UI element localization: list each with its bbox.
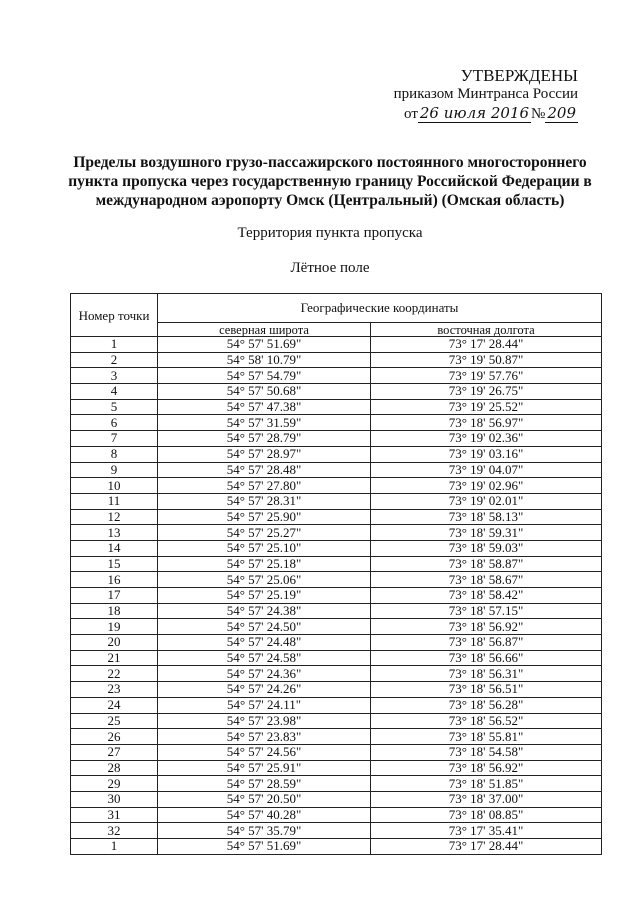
latitude-cell: 54° 57' 54.79" bbox=[158, 368, 371, 384]
header-point-number: Номер точки bbox=[71, 294, 158, 337]
territory-subtitle: Территория пункта пропуска bbox=[237, 225, 423, 241]
table-row bbox=[71, 791, 602, 807]
longitude-cell: 73° 19' 25.52" bbox=[371, 399, 602, 415]
latitude-cell: 54° 57' 28.97" bbox=[158, 446, 371, 462]
point-number-cell: 30 bbox=[71, 791, 158, 807]
latitude-cell: 54° 57' 47.38" bbox=[158, 399, 371, 415]
latitude-cell: 54° 57' 51.69" bbox=[158, 337, 371, 353]
latitude-cell: 54° 57' 25.90" bbox=[158, 509, 371, 525]
longitude-cell: 73° 17' 28.44" bbox=[371, 337, 602, 353]
table-row bbox=[71, 462, 602, 478]
latitude-cell: 54° 57' 40.28" bbox=[158, 807, 371, 823]
table-row bbox=[71, 478, 602, 494]
point-number-cell: 23 bbox=[71, 682, 158, 698]
coordinates-table-body bbox=[71, 337, 602, 855]
table-row bbox=[71, 619, 602, 635]
longitude-cell: 73° 18' 56.31" bbox=[371, 666, 602, 682]
point-number-cell: 25 bbox=[71, 713, 158, 729]
point-number-cell: 22 bbox=[71, 666, 158, 682]
longitude-cell: 73° 18' 56.87" bbox=[371, 635, 602, 651]
table-row bbox=[71, 823, 602, 839]
approval-block bbox=[394, 66, 578, 124]
latitude-cell: 54° 57' 24.36" bbox=[158, 666, 371, 682]
latitude-cell: 54° 57' 25.06" bbox=[158, 572, 371, 588]
longitude-cell: 73° 18' 56.52" bbox=[371, 713, 602, 729]
approval-date-line bbox=[394, 104, 578, 124]
table-row bbox=[71, 556, 602, 572]
point-number-cell: 19 bbox=[71, 619, 158, 635]
point-number-cell: 10 bbox=[71, 478, 158, 494]
table-row bbox=[71, 352, 602, 368]
point-number-cell: 16 bbox=[71, 572, 158, 588]
point-number-cell: 11 bbox=[71, 493, 158, 509]
approval-order: приказом Минтранса России bbox=[393, 86, 578, 102]
approval-date-prefix: от bbox=[404, 106, 418, 122]
point-number-cell: 17 bbox=[71, 588, 158, 604]
table-row bbox=[71, 431, 602, 447]
table-row bbox=[71, 493, 602, 509]
table-row bbox=[71, 525, 602, 541]
longitude-cell: 73° 18' 56.92" bbox=[371, 760, 602, 776]
point-number-cell: 14 bbox=[71, 540, 158, 556]
longitude-cell: 73° 18' 57.15" bbox=[371, 603, 602, 619]
approval-date: 26 июля 2016 bbox=[419, 104, 530, 122]
point-number-cell: 29 bbox=[71, 776, 158, 792]
longitude-cell: 73° 18' 56.51" bbox=[371, 682, 602, 698]
table-row bbox=[71, 839, 602, 855]
coordinates-table bbox=[70, 293, 602, 855]
latitude-cell: 54° 57' 25.27" bbox=[158, 525, 371, 541]
table-row bbox=[71, 540, 602, 556]
longitude-cell: 73° 18' 59.03" bbox=[371, 540, 602, 556]
longitude-cell: 73° 18' 59.31" bbox=[371, 525, 602, 541]
longitude-cell: 73° 17' 35.41" bbox=[371, 823, 602, 839]
latitude-cell: 54° 57' 25.18" bbox=[158, 556, 371, 572]
latitude-cell: 54° 57' 25.19" bbox=[158, 588, 371, 604]
latitude-cell: 54° 57' 24.50" bbox=[158, 619, 371, 635]
table-row bbox=[71, 635, 602, 651]
table-row bbox=[71, 807, 602, 823]
point-number-cell: 8 bbox=[71, 446, 158, 462]
point-number-cell: 3 bbox=[71, 368, 158, 384]
latitude-cell: 54° 57' 24.38" bbox=[158, 603, 371, 619]
latitude-cell: 54° 57' 28.79" bbox=[158, 431, 371, 447]
longitude-cell: 73° 18' 56.97" bbox=[371, 415, 602, 431]
header-geo-coordinates: Географические координаты bbox=[158, 294, 602, 323]
point-number-cell: 5 bbox=[71, 399, 158, 415]
section-title: Лётное поле bbox=[290, 260, 370, 276]
latitude-cell: 54° 57' 28.59" bbox=[158, 776, 371, 792]
table-row bbox=[71, 713, 602, 729]
document-title: Пределы воздушного грузо-пассажирского постоянного многостороннего пункта пропуска через государственную границу Российской Федерации в международном аэропорту Омск (Центральный) (Омская область) bbox=[68, 154, 592, 209]
point-number-cell: 15 bbox=[71, 556, 158, 572]
latitude-cell: 54° 58' 10.79" bbox=[158, 352, 371, 368]
table-row bbox=[71, 697, 602, 713]
point-number-cell: 20 bbox=[71, 635, 158, 651]
table-row bbox=[71, 588, 602, 604]
longitude-cell: 73° 17' 28.44" bbox=[371, 839, 602, 855]
point-number-cell: 24 bbox=[71, 697, 158, 713]
latitude-cell: 54° 57' 28.48" bbox=[158, 462, 371, 478]
latitude-cell: 54° 57' 50.68" bbox=[158, 384, 371, 400]
latitude-cell: 54° 57' 23.83" bbox=[158, 729, 371, 745]
table-row bbox=[71, 368, 602, 384]
approval-heading: УТВЕРЖДЕНЫ bbox=[460, 66, 578, 85]
latitude-cell: 54° 57' 51.69" bbox=[158, 839, 371, 855]
table-row bbox=[71, 384, 602, 400]
point-number-cell: 31 bbox=[71, 807, 158, 823]
point-number-cell: 1 bbox=[71, 839, 158, 855]
table-row bbox=[71, 337, 602, 353]
point-number-cell: 27 bbox=[71, 744, 158, 760]
longitude-cell: 73° 19' 02.01" bbox=[371, 493, 602, 509]
header-longitude: восточная долгота bbox=[371, 323, 602, 337]
longitude-cell: 73° 18' 55.81" bbox=[371, 729, 602, 745]
longitude-cell: 73° 19' 57.76" bbox=[371, 368, 602, 384]
table-row bbox=[71, 744, 602, 760]
longitude-cell: 73° 19' 50.87" bbox=[371, 352, 602, 368]
longitude-cell: 73° 18' 37.00" bbox=[371, 791, 602, 807]
table-row bbox=[71, 776, 602, 792]
latitude-cell: 54° 57' 24.58" bbox=[158, 650, 371, 666]
longitude-cell: 73° 18' 08.85" bbox=[371, 807, 602, 823]
latitude-cell: 54° 57' 25.10" bbox=[158, 540, 371, 556]
point-number-cell: 21 bbox=[71, 650, 158, 666]
latitude-cell: 54° 57' 20.50" bbox=[158, 791, 371, 807]
longitude-cell: 73° 19' 03.16" bbox=[371, 446, 602, 462]
latitude-cell: 54° 57' 25.91" bbox=[158, 760, 371, 776]
latitude-cell: 54° 57' 24.26" bbox=[158, 682, 371, 698]
point-number-cell: 32 bbox=[71, 823, 158, 839]
longitude-cell: 73° 18' 58.87" bbox=[371, 556, 602, 572]
table-row bbox=[71, 415, 602, 431]
longitude-cell: 73° 18' 54.58" bbox=[371, 744, 602, 760]
point-number-cell: 28 bbox=[71, 760, 158, 776]
longitude-cell: 73° 18' 58.67" bbox=[371, 572, 602, 588]
longitude-cell: 73° 18' 56.66" bbox=[371, 650, 602, 666]
table-row bbox=[71, 666, 602, 682]
longitude-cell: 73° 19' 02.36" bbox=[371, 431, 602, 447]
point-number-cell: 18 bbox=[71, 603, 158, 619]
longitude-cell: 73° 19' 04.07" bbox=[371, 462, 602, 478]
longitude-cell: 73° 19' 02.96" bbox=[371, 478, 602, 494]
table-row bbox=[71, 509, 602, 525]
longitude-cell: 73° 18' 56.92" bbox=[371, 619, 602, 635]
longitude-cell: 73° 18' 56.28" bbox=[371, 697, 602, 713]
point-number-cell: 6 bbox=[71, 415, 158, 431]
latitude-cell: 54° 57' 23.98" bbox=[158, 713, 371, 729]
table-row bbox=[71, 572, 602, 588]
point-number-cell: 2 bbox=[71, 352, 158, 368]
point-number-cell: 9 bbox=[71, 462, 158, 478]
latitude-cell: 54° 57' 24.48" bbox=[158, 635, 371, 651]
point-number-cell: 4 bbox=[71, 384, 158, 400]
approval-number: 209 bbox=[547, 104, 576, 122]
point-number-cell: 7 bbox=[71, 431, 158, 447]
latitude-cell: 54° 57' 28.31" bbox=[158, 493, 371, 509]
longitude-cell: 73° 19' 26.75" bbox=[371, 384, 602, 400]
latitude-cell: 54° 57' 27.80" bbox=[158, 478, 371, 494]
table-row bbox=[71, 729, 602, 745]
table-row bbox=[71, 760, 602, 776]
table-row bbox=[71, 446, 602, 462]
longitude-cell: 73° 18' 58.13" bbox=[371, 509, 602, 525]
latitude-cell: 54° 57' 24.56" bbox=[158, 744, 371, 760]
latitude-cell: 54° 57' 31.59" bbox=[158, 415, 371, 431]
table-row bbox=[71, 650, 602, 666]
longitude-cell: 73° 18' 51.85" bbox=[371, 776, 602, 792]
point-number-cell: 13 bbox=[71, 525, 158, 541]
latitude-cell: 54° 57' 35.79" bbox=[158, 823, 371, 839]
table-row bbox=[71, 682, 602, 698]
point-number-cell: 26 bbox=[71, 729, 158, 745]
point-number-cell: 1 bbox=[71, 337, 158, 353]
header-latitude: северная широта bbox=[158, 323, 371, 337]
latitude-cell: 54° 57' 24.11" bbox=[158, 697, 371, 713]
table-row bbox=[71, 603, 602, 619]
approval-number-prefix: № bbox=[531, 106, 546, 122]
table-row bbox=[71, 399, 602, 415]
point-number-cell: 12 bbox=[71, 509, 158, 525]
longitude-cell: 73° 18' 58.42" bbox=[371, 588, 602, 604]
